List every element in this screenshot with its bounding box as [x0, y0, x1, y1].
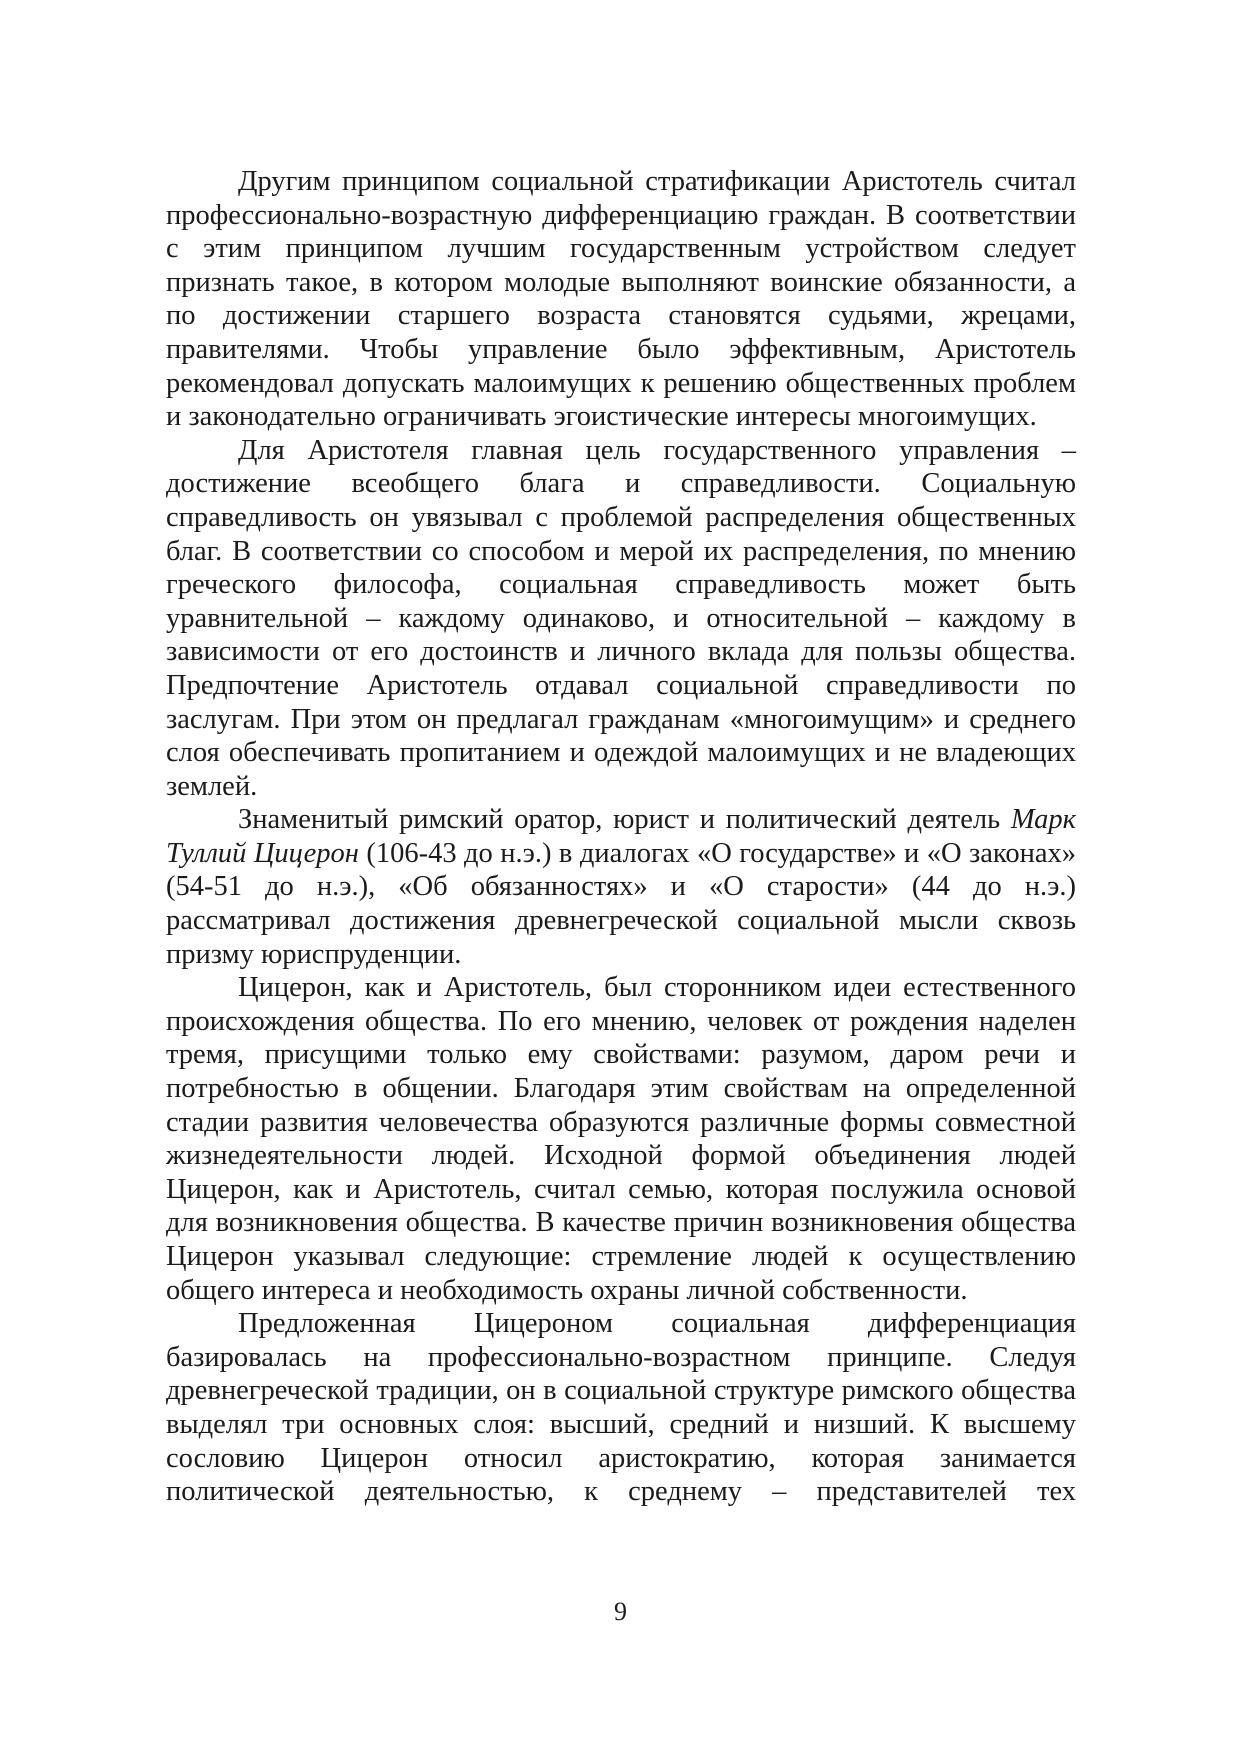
paragraph-aristotle-justice: Для Аристотеля главная цель государственного управления – достижение всеобщего блага и справедливости. Социальную справедливость он увязывал с проблемой распределения общественных благ. В соответствии со способом и мерой их распределения, по мнению греческого философа, социальная справедливость может быть уравнительной – каждому одинаково, и относительной – каждому в зависимости от его достоинств и личного вклада для пользы общества. Предпочтение Аристотель отдавал социальной справедливости по заслугам. При этом он предлагал гражданам «многоимущим» и среднего слоя обеспечивать пропитанием и одеждой малоимущих и не владеющих землей. — [166, 434, 1076, 802]
cicero-intro-rest: (106-43 до н.э.) в диалогах «О государстве» и «О законах» (54-51 до н.э.), «Об обязанностях» и «О старости» (44 до н.э.) рассматривал достижения древнегреческой социальной мысли сквозь призму юриспруденции. — [166, 837, 1076, 970]
paragraph-cicero-differentiation: Предложенная Цицероном социальная дифференциация базировалась на профессионально-возрастном принципе. Следуя древнегреческой традиции, он в социальной структуре римского общества выделял три основных слоя: высший, средний и низший. К высшему сословию Цицерон относил аристократию, которая занимается политической деятельностью, к среднему – представителей тех — [166, 1308, 1076, 1508]
paragraph-aristotle-stratification: Другим принципом социальной стратификации Аристотель считал профессионально-возрастную дифференциацию граждан. В соответствии с этим принципом лучшим государственным устройством следует признать такое, в котором молодые выполняют воинские обязанности, а по достижении старшего возраста становятся судьями, жрецами, правителями. Чтобы управление было эффективным, Аристотель рекомендовал допускать малоимущих к решению общественных проблем и законодательно ограничивать эгоистические интересы многоимущих. — [166, 166, 1076, 433]
paragraph-cicero-intro — [166, 803, 1076, 971]
cicero-name: Марк Туллий Цицерон — [166, 804, 1076, 869]
page-number: 9 — [614, 1597, 627, 1626]
paragraph-cicero-society-origin: Цицерон, как и Аристотель, был сторонником идеи естественного происхождения общества. По его мнению, человек от рождения наделен тремя, присущими только ему свойствами: разумом, даром речи и потребностью в общении. Благодаря этим свойствам на определенной стадии развития человечества образуются различные формы совместной жизнедеятельности людей. Исходной формой объединения людей Цицерон, как и Аристотель, считал семью, которая послужила основой для возникновения общества. В качестве причин возникновения общества Цицерон указывал следующие: стремление людей к осуществлению общего интереса и необходимость охраны личной собственности. — [166, 972, 1076, 1306]
text-body — [166, 165, 1076, 1509]
cicero-intro-lead: Знаменитый римский оратор, юрист и политический деятель — [238, 804, 1011, 836]
